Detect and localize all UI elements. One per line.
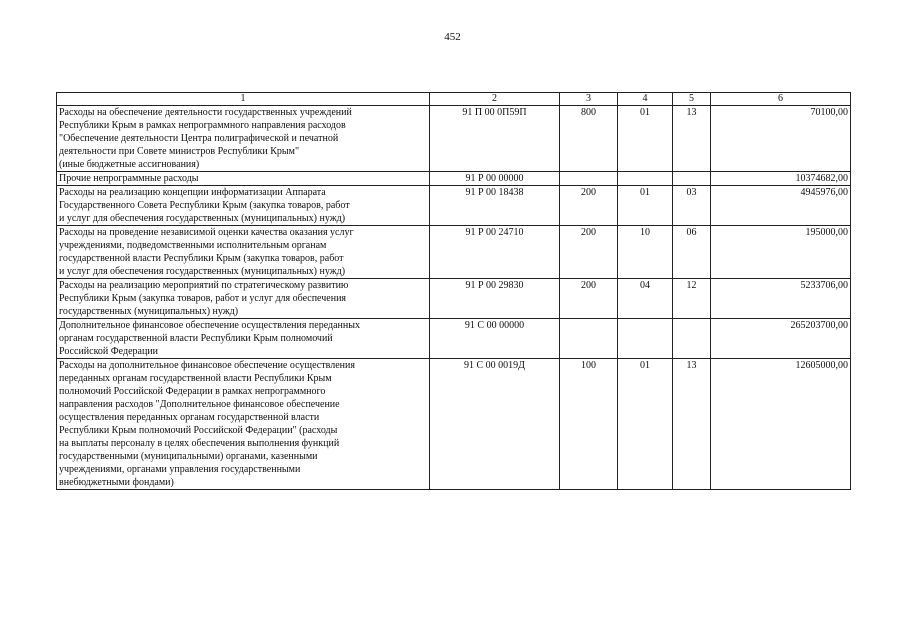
budget-classification-code: 91 П 00 0П59П: [430, 106, 560, 172]
budget-classification-code: 91 Р 00 29830: [430, 279, 560, 319]
amount-value: 10374682,00: [711, 172, 851, 186]
table-row: [57, 359, 851, 490]
table-row: [57, 186, 851, 226]
description-line: государственных (муниципальных) нужд): [59, 306, 239, 317]
section-code: 01: [618, 186, 673, 226]
expense-type-code: 200: [560, 226, 618, 279]
description-line: на выплаты персоналу в целях обеспечения выполнения функций: [59, 438, 340, 449]
budget-classification-code: 91 Р 00 24710: [430, 226, 560, 279]
description-line: Расходы на реализацию мероприятий по стратегическому развитию: [59, 280, 349, 291]
subsection-code: 13: [673, 359, 711, 490]
row-description: [57, 226, 430, 279]
subsection-code: 03: [673, 186, 711, 226]
table-row: [57, 172, 851, 186]
description-line: органам государственной власти Республики Крым полномочий: [59, 333, 333, 344]
table-row: [57, 226, 851, 279]
subsection-code: [673, 172, 711, 186]
description-line: Расходы на проведение независимой оценки качества оказания услуг: [59, 227, 354, 238]
section-code: 01: [618, 359, 673, 490]
subsection-code: 06: [673, 226, 711, 279]
budget-table: [56, 92, 851, 490]
budget-classification-code: 91 С 00 0019Д: [430, 359, 560, 490]
row-description: [57, 319, 430, 359]
row-description: [57, 186, 430, 226]
description-line: осуществления переданных органам государственной власти: [59, 412, 320, 423]
section-code: 10: [618, 226, 673, 279]
description-line: Республики Крым (закупка товаров, работ и услуг для обеспечения: [59, 293, 347, 304]
column-header-6: 6: [711, 93, 851, 106]
description-line: Прочие непрограммные расходы: [59, 173, 199, 184]
budget-classification-code: 91 С 00 00000: [430, 319, 560, 359]
description-line: Расходы на реализацию концепции информатизации Аппарата: [59, 187, 326, 198]
subsection-code: [673, 319, 711, 359]
table-body: [57, 106, 851, 490]
description-line: переданных органам государственной власти Республики Крым: [59, 373, 332, 384]
description-line: Дополнительное финансовое обеспечение осуществления переданных: [59, 320, 360, 331]
description-line: "Обеспечение деятельности Центра полиграфической и печатной: [59, 133, 339, 144]
description-line: (иные бюджетные ассигнования): [59, 159, 200, 170]
expense-type-code: 200: [560, 186, 618, 226]
row-description: [57, 172, 430, 186]
amount-value: 4945976,00: [711, 186, 851, 226]
amount-value: 70100,00: [711, 106, 851, 172]
row-description: [57, 359, 430, 490]
description-line: государственной власти Республики Крым (закупка товаров, работ: [59, 253, 344, 264]
row-description: [57, 279, 430, 319]
description-line: деятельности при Совете министров Республики Крым": [59, 146, 300, 157]
description-line: полномочий Российской Федерации в рамках непрограммного: [59, 386, 326, 397]
column-header-2: 2: [430, 93, 560, 106]
table-row: [57, 106, 851, 172]
section-code: 01: [618, 106, 673, 172]
expense-type-code: 100: [560, 359, 618, 490]
description-line: Республики Крым в рамках непрограммного направления расходов: [59, 120, 346, 131]
subsection-code: 13: [673, 106, 711, 172]
column-header-5: 5: [673, 93, 711, 106]
column-header-4: 4: [618, 93, 673, 106]
description-line: государственными (муниципальными) органами, казенными: [59, 451, 318, 462]
description-line: Государственного Совета Республики Крым (закупка товаров, работ: [59, 200, 350, 211]
description-line: направления расходов "Дополнительное финансовое обеспечение: [59, 399, 340, 410]
budget-classification-code: 91 Р 00 18438: [430, 186, 560, 226]
table-row: [57, 319, 851, 359]
description-line: Российской Федерации: [59, 346, 159, 357]
table-row: [57, 279, 851, 319]
expense-type-code: 200: [560, 279, 618, 319]
amount-value: 12605000,00: [711, 359, 851, 490]
column-header-3: 3: [560, 93, 618, 106]
description-line: и услуг для обеспечения государственных (муниципальных) нужд): [59, 266, 346, 277]
amount-value: 195000,00: [711, 226, 851, 279]
table-header: [57, 93, 851, 106]
budget-classification-code: 91 Р 00 00000: [430, 172, 560, 186]
description-line: учреждениями, подведомственными исполнительным органам: [59, 240, 327, 251]
description-line: Расходы на дополнительное финансовое обеспечение осуществления: [59, 360, 355, 371]
description-line: учреждениями, органами управления государственными: [59, 464, 301, 475]
subsection-code: 12: [673, 279, 711, 319]
column-header-1: 1: [57, 93, 430, 106]
expense-type-code: 800: [560, 106, 618, 172]
amount-value: 265203700,00: [711, 319, 851, 359]
description-line: внебюджетными фондами): [59, 477, 174, 488]
expense-type-code: [560, 319, 618, 359]
row-description: [57, 106, 430, 172]
description-line: Расходы на обеспечение деятельности государственных учреждений: [59, 107, 352, 118]
section-code: 04: [618, 279, 673, 319]
description-line: Республики Крым полномочий Российской Федерации" (расходы: [59, 425, 338, 436]
description-line: и услуг для обеспечения государственных (муниципальных) нужд): [59, 213, 346, 224]
page-number: 452: [444, 31, 461, 43]
amount-value: 5233706,00: [711, 279, 851, 319]
section-code: [618, 319, 673, 359]
section-code: [618, 172, 673, 186]
expense-type-code: [560, 172, 618, 186]
